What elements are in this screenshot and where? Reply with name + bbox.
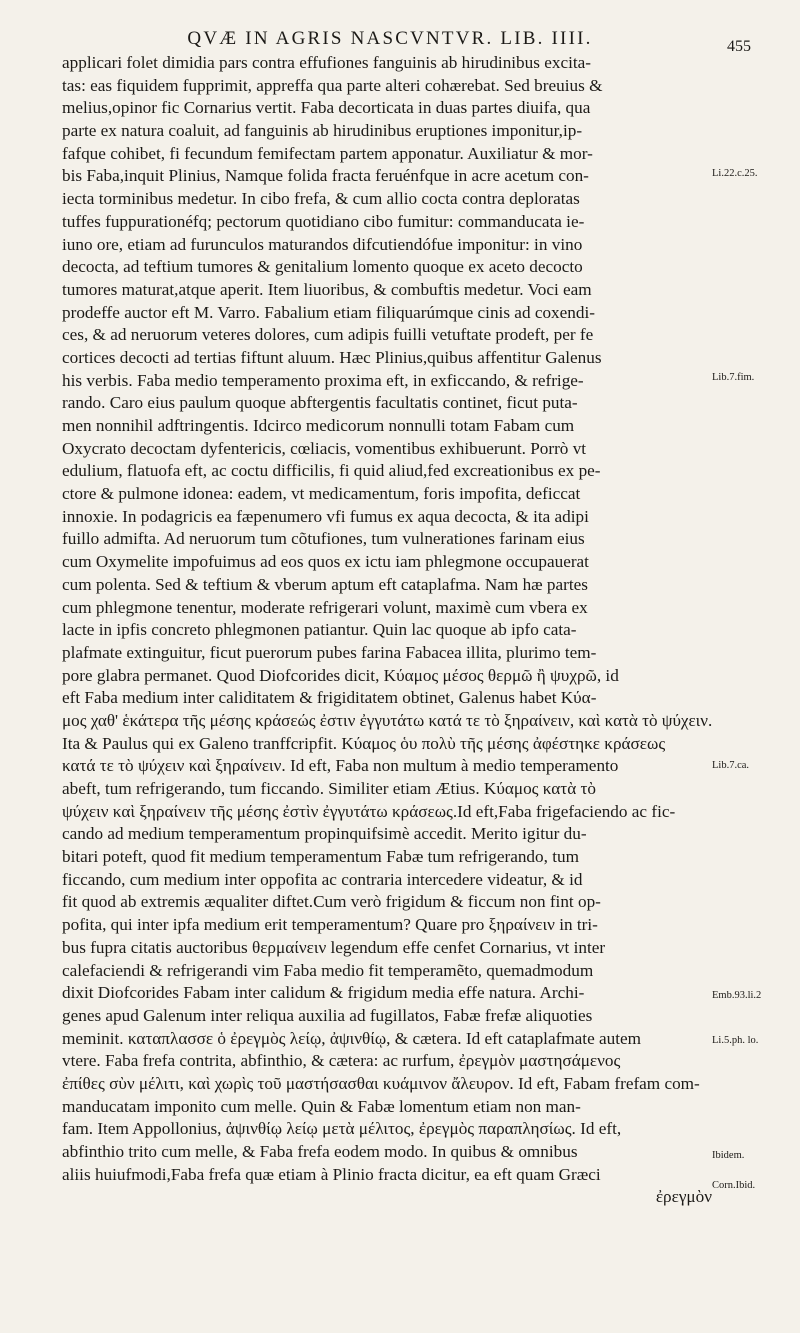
text-line: abfinthio trito cum melle, & Faba frefa eodem modo. In quibus & omnibus [62, 1142, 578, 1161]
text-line: calefaciendi & refrigerandi vim Faba medio fit temperamẽto, quemadmodum [62, 960, 594, 980]
text-line: manducatam imponito cum melle. Quin & Fabæ lomentum etiam non man- [62, 1096, 581, 1116]
text-line: lacte in ipfis concreto phlegmonen patiantur. Quin lac quoque ab ipfo cata- [62, 620, 577, 640]
text-line: applicari folet dimidia pars contra effufiones fanguinis ab hirudinibus excita- [62, 53, 591, 72]
margin-note: Lib.7.fim. [712, 372, 755, 383]
text-line: melius,opinor fic Cornarius vertit. Faba decorticata in duas partes diuifa, qua [62, 98, 591, 118]
text-line: abeft, tum refrigerando, tum ficcando. Similiter etiam Ætius. Κύαμος κατὰ τὸ [62, 779, 596, 798]
text-line: ctore & pulmone idonea: eadem, vt medicamentum, foris impofita, deficcat [62, 484, 581, 504]
text-line: eft Faba medium inter caliditatem & frigiditatem obtinet, Galenus habet Κύα- [62, 688, 597, 708]
margin-note: Lib.7.ca. [712, 760, 750, 771]
text-line: ficcando, cum medium inter oppofita ac contraria intercedere videatur, & id [62, 869, 583, 889]
text-line: iecta torminibus medetur. In cibo frefa, & cum allio cocta contra deploratas [62, 189, 580, 209]
text-line: meminit. καταπλασσε ὁ ἐρεγμὸς λείῳ, ἀψινθίῳ, & cætera. Id eft cataplafmate autem [62, 1028, 642, 1048]
text-line: iuno ore, etiam ad furunculos maturandos difcutiendófue imponitur: in vino [62, 234, 583, 254]
margin-note: Li.22.c.25. [712, 168, 758, 179]
page-number: 455 [727, 38, 751, 55]
text-line: pofita, qui inter ipfa medium erit temperamentum? Quare pro ξηραίνειν in tri- [62, 915, 598, 935]
running-head: QVÆ IN AGRIS NASCVNTVR. LIB. IIII. [187, 28, 593, 49]
text-line: μος χαθ' ἑκάτερα τῆς μέσης κράσεώς ἐστιν ἐγγυτάτω κατά τε τὸ ξηραίνειν, καὶ κατὰ τὸ ψύχειν. [62, 710, 712, 730]
text-line: bus fupra citatis auctoribus θερμαίνειν legendum effe cenfet Cornarius, vt inter [62, 937, 606, 957]
text-line: fafque cohibet, fi fecundum femifectam partem apponatur. Auxiliatur & mor- [62, 143, 593, 163]
text-line: aliis huiufmodi,Faba frefa quæ etiam à Plinio fracta dicitur, ea eft quam Græci [62, 1164, 601, 1184]
text-line: tumores maturat,atque aperit. Item liuoribus, & combuftis medetur. Voci eam [62, 279, 592, 299]
margin-note: Ibidem. [712, 1150, 745, 1161]
body-text [62, 52, 712, 1209]
text-line: tas: eas fiquidem fupprimit, appreffa qua parte alteri cohærebat. Sed breuius & [62, 75, 603, 95]
text-line: fam. Item Appollonius, ἀψινθίῳ λείῳ μετὰ μέλιτος, ἐρεγμὸς παραπλησίως. Id eft, [62, 1119, 622, 1139]
text-line: cando ad medium temperamentum propinquifsimè accedit. Merito igitur du- [62, 824, 587, 844]
text-line: Oxycrato decoctam dyfentericis, cœliacis, vomentibus exhibuerunt. Porrò vt [62, 438, 587, 458]
margin-note: Corn.Ibid. [712, 1180, 756, 1191]
text-line: cum polenta. Sed & teftium & vberum aptum eft cataplafma. Nam hæ partes [62, 574, 588, 594]
text-line: vtere. Faba frefa contrita, abfinthio, & cætera: ac rurfum, ἐρεγμὸν μαστησάμενος [62, 1051, 621, 1071]
text-line: innoxie. In podagricis ea fæpenumero vfi fumus ex aqua decocta, & ita adipi [62, 506, 589, 526]
text-line: ψύχειν καὶ ξηραίνειν τῆς μέσης ἐστὶν ἐγγυτάτω κράσεως.Id eft,Faba frigefaciendo ac fic- [62, 801, 676, 821]
text-line: genes apud Galenum inter reliqua auxilia ad fugillatos, Fabæ frefæ aliquoties [62, 1005, 593, 1025]
text-line: edulium, flatuofa eft, ac coctu difficilis, fi quid aliud,fed excreationibus ex pe- [62, 461, 601, 481]
text-line: fit quod ab extremis æqualiter diftet.Cum verò frigidum & ficcum non fint op- [62, 892, 601, 912]
text-line: ἐρεγμὸν [655, 1187, 712, 1207]
text-line: cum phlegmone tenentur, moderate refrigerari volunt, maximè cum vbera ex [62, 597, 588, 617]
text-line: plafmate extinguitur, ficut puerorum pubes farina Fabacea illita, plurimo tem- [62, 642, 597, 662]
text-line: ἐπίθες σὺν μέλιτι, καὶ χωρὶς τοῦ μαστήσασθαι κυάμινον ἄλευρον. Id eft, Fabam frefam com- [62, 1073, 700, 1093]
text-line: pore glabra permanet. Quod Diofcorides dicit, Κύαμος μέσος θερμῶ ἢ ψυχρῶ, id [62, 665, 619, 685]
text-line: bis Faba,inquit Plinius, Namque folida fracta feruénfque in acre acetum con- [62, 166, 589, 186]
text-line: κατά τε τὸ ψύχειν καὶ ξηραίνειν. Id eft, Faba non multum à medio temperamento [62, 756, 619, 776]
text-line: cum Oxymelite impofuimus ad eos quos ex ictu iam phlegmone occupauerat [62, 552, 589, 572]
margin-note: Emb.93.li.2 [712, 990, 762, 1001]
text-line: prodeffe auctor eft M. Varro. Fabalium etiam filiquarúmque cinis ad coxendi- [62, 302, 595, 322]
text-line: fuillo admifta. Ad neruorum tum cõtufiones, tum vulnerationes farinam eius [62, 529, 585, 549]
margin-note: Li.5.ph. lo. [712, 1035, 759, 1046]
text-line: his verbis. Faba medio temperamento proxima eft, in exficcando, & refrige- [62, 370, 584, 390]
text-line: rando. Caro eius paulum quoque abftergentis facultatis continet, ficut puta- [62, 393, 578, 413]
text-line: tuffes fuppurationéfq; pectorum quotidiano cibo fumitur: commanducata ie- [62, 211, 585, 231]
text-line: Ita & Paulus qui ex Galeno tranffcripfit. Κύαμος ὁυ πολὺ τῆς μέσης ἀφέστηκε κράσεως [62, 733, 666, 753]
text-line: men nonnihil adftringentis. Idcirco medicorum nonnulli totam Fabam cum [62, 416, 575, 435]
text-line: dixit Diofcorides Fabam inter calidum & frigidum media effe natura. Archi- [62, 983, 585, 1003]
text-line: decocta, ad teftium tumores & genitalium lomento quoque ex aceto decocto [62, 257, 583, 277]
text-line: parte ex natura coaluit, ad fanguinis ab hirudinibus eruptiones imponitur,ip- [62, 121, 583, 141]
text-line: ces, & ad neruorum veteres dolores, cum adipis fuilli vetuftate prodeft, per fe [62, 325, 594, 345]
text-line: bitari poteft, quod fit medium temperamentum Fabæ tum refrigerando, tum [62, 847, 579, 867]
text-line: cortices decocti ad tertias fiftunt aluum. Hæc Plinius,quibus affentitur Galenus [62, 347, 602, 367]
